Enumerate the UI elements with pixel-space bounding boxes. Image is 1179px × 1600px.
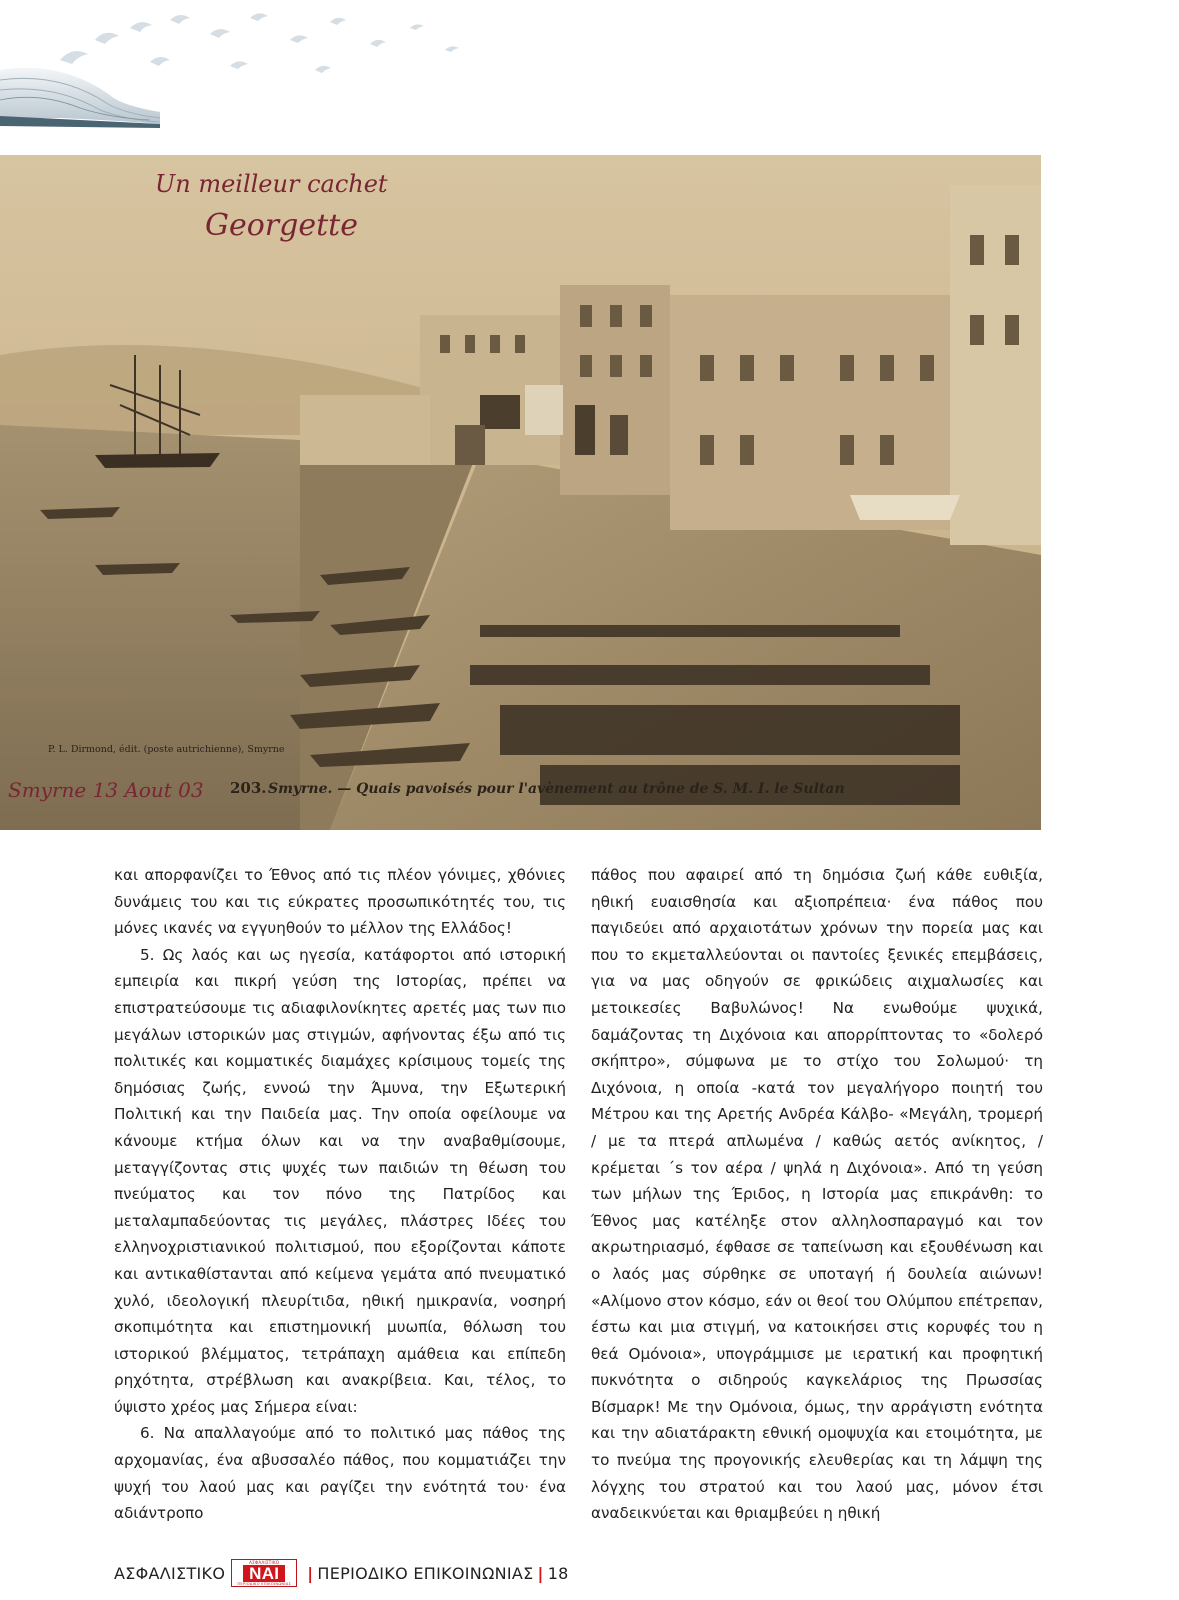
paragraph: πάθος που αφαιρεί από τη δημόσια ζωή κάθε ευθιξία, ηθική ευαισθησία και αξιοπρέπεια· ένα πάθος που παγιδεύει από αρχαιοτάτων χρόνων την πορεία μας και που το εκμεταλλεύονται οι παντοίες ξενικές επεμβάσεις, για να μας οδηγούν σε φρικώδεις αιχμαλωσίες και μετοικεσίες Βαβυλώνος! Να ενωθούμε ψυχικά, δαμάζοντας τη Διχόνοια και απορρίπτοντας το «δολερό σκήπτρο», σύμφωνα με το στίχο του Σολωμού· τη Διχόνοια, η οποία -κατά τον μεγαλήγορο ποιητή του Μέτρου και της Αρετής Ανδρέα Κάλβο- «Μεγάλη, τρομερή / με τα πτερά απλωμένα / καθώς αετός ανίκητος, / κρέμεται ΄s τον αέρα / ψηλά η Διχόνοια». Από τη γεύση των μήλων της Έριδος, η Ιστορία μας επικράνθη: το Έθνος μας κατέληξε στον αλληλοσπαραγμό και τον ακρωτηριασμό, έφθασε σε ταπείνωση και εξουθένωση και ο λαός μας σύρθηκε σε υποταγή ή δουλεία αιώνων! «Αλίμονο στον κόσμο, εάν οι θεοί του Ολύμπου επέτρεπαν, έστω και μια στιγμή, να κατοικήσει στις κορυφές του η θεά Ομόνοια», υπογράμμισε με ιερατική και προφητική πυκνότητα ο σιδηρούς καγκελάριος της Πρωσσίας Βίσμαρκ! Με την Ομόνοια, όμως, την αρράγιστη ενότητα και την αδιατάρακτη εθνική ομοψυχία και ετοιμότητα, με το πνεύμα της προγονικής ελευθερίας και τη λάμψη της λόγχης του στρατού και του λαού μας, μόνον έτσι αναδεικνύεται και θριαμβεύει η ηθική bbox=[591, 866, 1043, 1523]
nai-logo: ΑΣΦΑΛΙΣΤΙΚΟ ΝΑΙ ΠΕΡΙΟΔΙΚΟ ΕΠΙΚΟΙΝΩΝΙΑΣ bbox=[231, 1559, 297, 1587]
page-number: 18 bbox=[547, 1563, 569, 1583]
handwriting-top: Un meilleur cachet bbox=[155, 170, 388, 198]
article-column-right bbox=[591, 862, 1043, 1527]
article-column-left bbox=[114, 862, 566, 1527]
vintage-postcard-smyrne bbox=[0, 155, 1041, 830]
postcard-caption: Smyrne. — Quais pavoisés pour l'avènement au trône de S. M. I. le Sultan bbox=[268, 781, 845, 797]
paragraph: 5. Ως λαός και ως ηγεσία, κατάφορτοι από ιστορική εμπειρία και πικρή γεύση της Ιστορίας, πρέπει να επιστρατεύσουμε τις αδιαφιλονίκητες αρετές μας των πιο μεγάλων ιστορικών μας στιγμών, αφήνοντας έξω από τις πολιτικές και κομματικές διαμάχες κρίσιμους τομείς της δημόσιας ζωής, εννοώ την Άμυνα, την Εξωτερική Πολιτική και την Παιδεία μας. Την οποία οφείλουμε να κάνουμε κτήμα όλων και να την αναβαθμίσουμε, μεταγγίζοντας στις ψυχές των παιδιών τη θέωση του πνεύματος και τον πόνο της Πατρίδος και μεταλαμπαδεύοντας τις μεγάλες, πλάστρες Ιδέες του ελληνοχριστιανικού πολιτισμού, που εξορίζονται κάποτε και αντικαθίστανται από κείμενα γεμάτα από πνευματικό χυλό, ιδεολογική πλευρίτιδα, ηθική ημικρανία, νοσηρή σκοπιμότητα και επιστημονική μυωπία, θόλωση του ιστορικού βλέμματος, τετράπαχη αμάθεια και επίπεδη ρηχότητα, στρέβλωση και ανακρίβεια. Και, τέλος, το ύψιστο χρέος μας Σήμερα είναι: bbox=[114, 945, 566, 1416]
header-book-ornament bbox=[0, 0, 500, 135]
paragraph: 6. Να απαλλαγούμε από το πολιτικό μας πάθος της αρχομανίας, ένα αβυσσαλέο πάθος, που κομματιάζει την ψυχή του λαού μας και ραγίζει την ενότητά του· ένα αδιάντροπο bbox=[114, 1424, 566, 1523]
footer-separator: | bbox=[537, 1563, 544, 1583]
footer-separator: | bbox=[307, 1563, 314, 1583]
caption-number: 203. bbox=[230, 779, 267, 797]
handwriting-bottom: Smyrne 13 Aout 03 bbox=[8, 778, 204, 802]
handwriting-signature: Georgette bbox=[205, 208, 358, 243]
paragraph: και απορφανίζει το Έθνος από τις πλέον γόνιμες, χθόνιες δυνάμεις του και τις εύκρατες προσωπικότητές του, τις μόνες ικανές να εγγυηθούν το μέλλον της Ελλάδος! bbox=[114, 866, 566, 938]
publisher-line: P. L. Dirmond, édit. (poste autrichienne), Smyrne bbox=[48, 744, 285, 755]
footer-magazine-name: ΑΣΦΑΛΙΣΤΙΚΟ bbox=[114, 1563, 226, 1583]
footer-subtitle: ΠΕΡΙΟΔΙΚΟ ΕΠΙΚΟΙΝΩΝΙΑΣ bbox=[317, 1563, 534, 1583]
page-footer bbox=[114, 1560, 569, 1586]
